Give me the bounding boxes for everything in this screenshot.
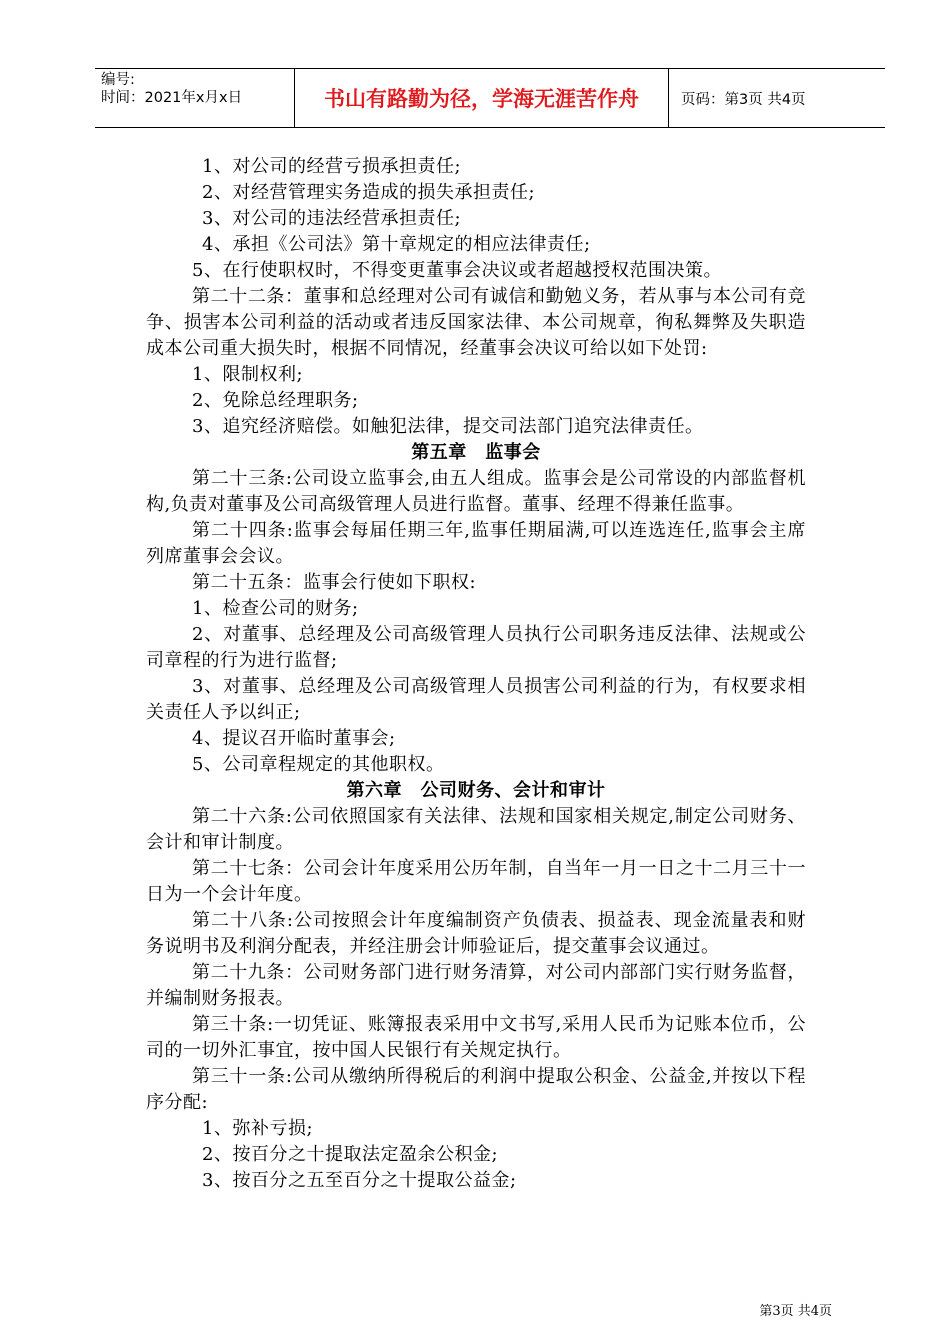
article-paragraph: 第二十五条：监事会行使如下职权:: [192, 572, 477, 593]
article-paragraph: 第二十三条:公司设立监事会,由五人组成。监事会是公司常设的内部监督机构,负责对董事及公司高级管理人员进行监督。董事、经理不得兼任监事。: [146, 468, 806, 515]
list-item: 2、按百分之十提取法定盈余公积金;: [202, 1144, 499, 1165]
list-item: 1、限制权利;: [192, 364, 304, 385]
list-item: 2、对董事、总经理及公司高级管理人员执行公司职务违反法律、法规或公司章程的行为进行监督;: [146, 624, 806, 671]
doc-date: 时间：2021年x月x日: [101, 90, 243, 106]
list-item: 3、按百分之五至百分之十提取公益金;: [202, 1170, 517, 1191]
list-item: 3、对董事、总经理及公司高级管理人员损害公司利益的行为，有权要求相关责任人予以纠正;: [146, 676, 806, 723]
list-item: 3、对公司的违法经营承担责任;: [202, 208, 462, 229]
article-paragraph: 第二十八条:公司按照会计年度编制资产负债表、损益表、现金流量表和财务说明书及利润分配表，并经注册会计师验证后，提交董事会议通过。: [146, 910, 806, 957]
page-footer: 第3页 共4页: [759, 1304, 832, 1319]
list-item: 5、在行使职权时，不得变更董事会决议或者超越授权范围决策。: [192, 260, 722, 281]
article-paragraph: 第二十九条：公司财务部门进行财务清算，对公司内部部门实行财务监督，并编制财务报表。: [146, 962, 806, 1009]
list-item: 4、提议召开临时董事会;: [192, 728, 396, 749]
article-paragraph: 第二十四条:监事会每届任期三年,监事任期届满,可以连选连任,监事会主席列席董事会会议。: [146, 520, 806, 567]
list-item: 1、检查公司的财务;: [192, 598, 359, 619]
chapter-heading: 第五章 监事会: [411, 442, 541, 463]
list-item: 4、承担《公司法》第十章规定的相应法律责任;: [202, 234, 591, 255]
header-page-number: 页码：第3页 共4页: [681, 91, 806, 108]
list-item: 3、追究经济赔偿。如触犯法律，提交司法部门追究法律责任。: [192, 416, 704, 437]
article-paragraph: 第二十六条:公司依照国家有关法律、法规和国家相关规定,制定公司财务、会计和审计制度。: [146, 806, 806, 853]
article-paragraph: 第三十一条:公司从缴纳所得税后的利润中提取公积金、公益金,并按以下程序分配:: [146, 1066, 806, 1113]
list-item: 5、公司章程规定的其他职权。: [192, 754, 445, 775]
doc-number-label: 编号:: [101, 72, 135, 88]
header-meta: [95, 69, 295, 127]
article-paragraph: 第二十七条：公司会计年度采用公历年制，自当年一月一日之十二月三十一日为一个会计年度。: [146, 858, 806, 905]
article-paragraph: 第三十条:一切凭证、账簿报表采用中文书写,采用人民币为记账本位币，公司的一切外汇事宜，按中国人民银行有关规定执行。: [146, 1014, 806, 1061]
article-paragraph: 第二十二条：董事和总经理对公司有诚信和勤勉义务，若从事与本公司有竞争、损害本公司利益的活动或者违反国家法律、本公司规章，徇私舞弊及失职造成本公司重大损失时，根据不同情况，经董事会决议可给以如下处罚:: [146, 286, 806, 359]
document-body: [146, 154, 806, 1194]
header-motto: 书山有路勤为径，学海无涯苦作舟: [295, 69, 669, 127]
list-item: 1、对公司的经营亏损承担责任;: [202, 156, 462, 177]
list-item: 1、弥补亏损;: [202, 1118, 314, 1139]
list-item: 2、对经营管理实务造成的损失承担责任;: [202, 182, 536, 203]
page-header: [95, 68, 885, 128]
chapter-heading: 第六章 公司财务、会计和审计: [346, 780, 606, 801]
list-item: 2、免除总经理职务;: [192, 390, 359, 411]
